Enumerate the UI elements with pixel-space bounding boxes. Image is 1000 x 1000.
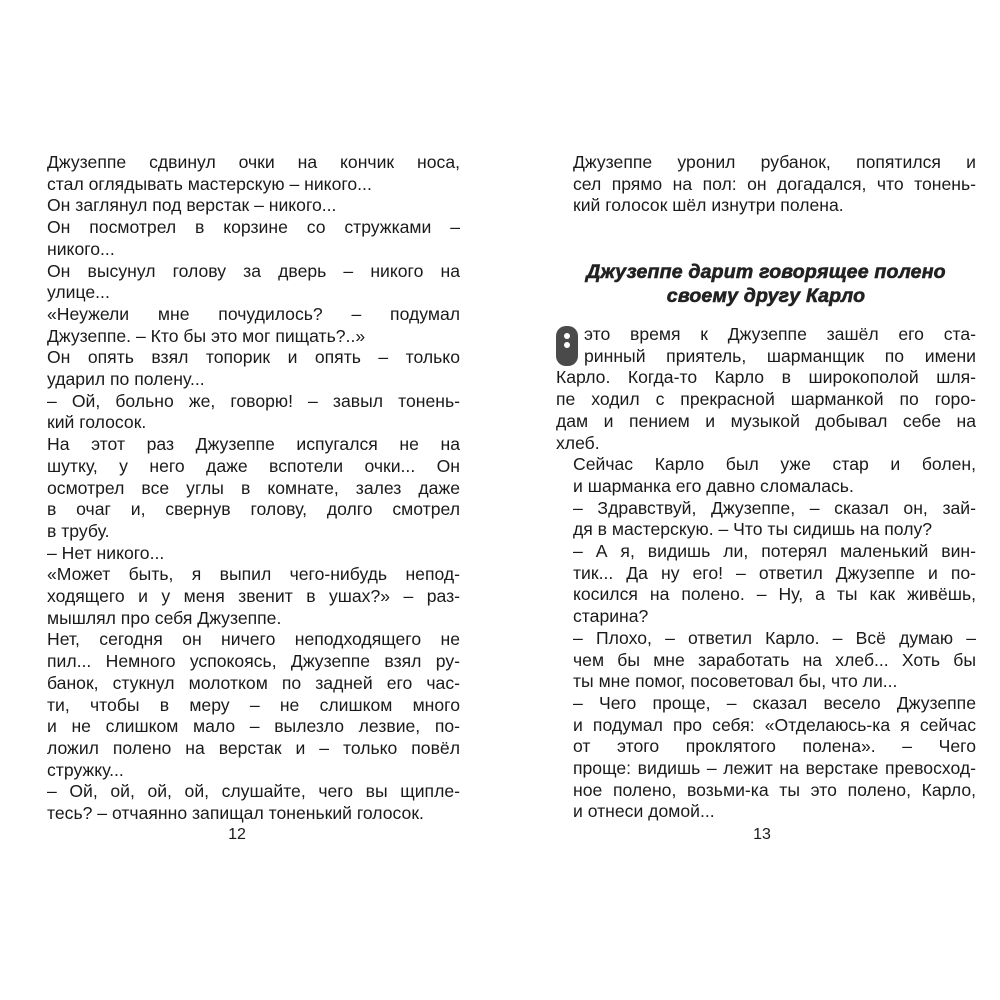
chapter-paragraph: [556, 628, 976, 693]
text-line: дя в мастерскую. – Что ты сидишь на полу?: [573, 519, 933, 540]
text-line: Он заглянул под верстак – никого...: [47, 195, 337, 216]
chapter-body: [556, 324, 976, 823]
text-line: кий голосок.: [47, 412, 147, 433]
chapter-paragraph: [556, 693, 976, 823]
text-line: Карло. Когда-то Карло в широкополой шля-: [556, 367, 976, 388]
text-line: – Ой, больно же, говорю! – завыл тонень-: [47, 390, 460, 411]
page-number-right: 13: [753, 826, 771, 843]
first-paragraph-text: [556, 324, 976, 454]
left-paragraph: [30, 629, 460, 781]
text-line: – Здравствуй, Джузеппе, – сказал он, зай-: [573, 497, 976, 518]
text-line: хлеб.: [556, 432, 600, 453]
text-line: тик... Да ну его! – ответил Джузеппе и по-: [573, 562, 976, 583]
text-line: осмотрел все углы в комнате, залез даже: [47, 477, 460, 498]
right-page: [556, 0, 976, 1000]
text-line: Джузеппе. – Кто бы это мог пищать?..»: [47, 325, 366, 346]
text-line: – Нет никого...: [47, 542, 165, 563]
chapter-title-line-1: Джузеппе дарит говорящее полено: [586, 261, 946, 283]
text-line: и шарманка его давно сломалась.: [573, 475, 854, 496]
text-line: Джузеппе уронил рубанок, попятился и: [573, 152, 976, 172]
text-line: Нет, сегодня он ничего неподходящего не: [47, 629, 460, 650]
text-line: На этот раз Джузеппе испугался не на: [47, 434, 460, 455]
left-paragraph: [30, 564, 460, 629]
first-paragraph: [556, 324, 976, 454]
left-paragraph: [30, 152, 460, 195]
text-line: ходящего и у меня звенит в ушах?» – раз-: [47, 586, 460, 607]
left-page: [30, 0, 460, 1000]
left-paragraph: [30, 304, 460, 347]
text-line: ты мне помог, посоветовал бы, что ли...: [573, 671, 898, 692]
chapter-paragraph: [556, 454, 976, 497]
page-number-left: 12: [228, 826, 246, 843]
left-paragraph: [30, 391, 460, 434]
text-line: мышлял про себя Джузеппе.: [47, 607, 282, 628]
text-line: никого...: [47, 238, 115, 259]
text-line: – А я, видишь ли, потерял маленький вин-: [573, 541, 976, 562]
chapter-title-line-2: своему другу Карло: [666, 285, 866, 307]
text-line: дам и пением и музыкой добывал себе на: [556, 410, 976, 431]
text-line: банок, стукнул молотком по задней его час-: [47, 672, 460, 693]
left-page-text: [30, 152, 460, 825]
text-line: улице...: [47, 282, 110, 303]
chapter-paragraph: [556, 541, 976, 628]
text-line: стружку...: [47, 759, 124, 780]
text-line: сел прямо на пол: он догадался, что тонень-: [573, 173, 976, 194]
dropcap-letter-icon: [556, 326, 578, 366]
chapter-paragraph: [556, 498, 976, 541]
text-line: Сейчас Карло был уже стар и болен,: [573, 454, 976, 475]
right-page-intro-text: [556, 152, 976, 217]
text-line: пил... Немного успокоясь, Джузеппе взял ру-: [47, 651, 460, 672]
left-paragraph: [30, 261, 460, 304]
text-line: Он посмотрел в корзине со стружками –: [47, 217, 460, 238]
text-line: чем бы мне заработать на хлеб... Хоть бы: [573, 649, 976, 670]
text-line: пе ходил с прекрасной шарманкой по горо-: [556, 389, 976, 410]
text-line: тесь? – отчаянно запищал тоненький голосок.: [47, 803, 424, 824]
text-line: стал оглядывать мастерскую – никого...: [47, 173, 372, 194]
text-line: ложил полено на верстак и – только повёл: [47, 737, 460, 758]
text-line: ное полено, возьми-ка ты это полено, Карло,: [573, 779, 976, 800]
text-line: – Чего проще, – сказал весело Джузеппе: [573, 692, 976, 713]
text-line: – Плохо, – ответил Карло. – Всё думаю –: [573, 627, 976, 648]
text-line: старина?: [573, 606, 649, 627]
text-line: кий голосок шёл изнутри полена.: [573, 195, 844, 216]
text-line: шутку, у него даже вспотели очки... Он: [47, 455, 460, 476]
left-paragraph: [30, 543, 460, 565]
chapter-title: [556, 260, 976, 308]
text-line: Он опять взял топорик и опять – только: [47, 347, 460, 368]
text-line: Он высунул голову за дверь – никого на: [47, 260, 460, 281]
text-line: и подумал про себя: «Отделаюсь-ка я сейчас: [573, 714, 976, 735]
left-paragraph: [30, 781, 460, 824]
left-paragraph: [30, 434, 460, 543]
text-line: проще: видишь – лежит на верстаке превосход-: [573, 758, 976, 779]
left-paragraph: [30, 347, 460, 390]
text-line: ринный приятель, шарманщик по имени: [584, 345, 976, 366]
text-line: – Ой, ой, ой, ой, слушайте, чего вы щипле-: [47, 781, 460, 802]
text-line: ударил по полену...: [47, 369, 205, 390]
text-line: косился на полено. – Ну, а ты как живёшь,: [573, 584, 976, 605]
text-line: Джузеппе сдвинул очки на кончик носа,: [47, 152, 460, 172]
left-paragraph: [30, 217, 460, 260]
intro-paragraph: [556, 152, 976, 217]
text-line: «Неужели мне почудилось? – подумал: [47, 303, 460, 324]
text-line: «Может быть, я выпил чего-нибудь непод-: [47, 564, 460, 585]
text-line: и отнеси домой...: [573, 801, 715, 822]
text-line: и не слишком мало – вылезло лезвие, по-: [47, 716, 460, 737]
left-paragraph: [30, 195, 460, 217]
text-line: ти, чтобы в меру – не слишком много: [47, 694, 460, 715]
text-line: это время к Джузеппе зашёл его ста-: [584, 324, 976, 344]
text-line: в трубу.: [47, 520, 110, 541]
text-line: от этого проклятого полена». – Чего: [573, 736, 976, 757]
text-line: в очаг и, свернув голову, долго смотрел: [47, 499, 460, 520]
